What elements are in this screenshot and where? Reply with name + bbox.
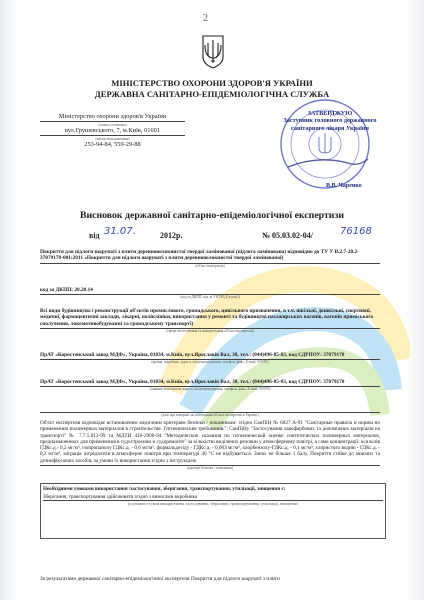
approval-block bbox=[275, 110, 385, 132]
product-text: Покриття для підлоги шаруваті з плити деревноволокнистої твердої ламінованої (підлога ламінована) відповідно до ТУ У В.2.7-20.2-37079170-001:2011 «Покриття для підлоги шаруваті з плити деревноволокнистої твердої ламінованої) bbox=[40, 249, 359, 262]
usage-text: Всі види будівництва і реконструкції об'єктів промислового, громадського, цивільного призначення, в т.ч. шкільні, дошкільні, спортивні, медичні, фармацевтичні заклади, лікарні, поліклініки, використання у ремонті та будівництві пасажирських вагонів, вагонів приміського сполучення, локомотивобудуванні та громадському транспорті) bbox=[40, 308, 374, 327]
dkpp-text: код за ДКПП: 20.20.14 bbox=[40, 287, 93, 293]
approval-signer: В.В. Чаренко bbox=[326, 183, 362, 189]
institution-block bbox=[40, 113, 185, 149]
contract-hint: (дані про контракт на постачання об'єкта експертизи в Україну) bbox=[40, 412, 380, 418]
usage-section bbox=[40, 308, 380, 334]
document-year: 2012р. bbox=[160, 231, 183, 240]
institution-address: вул.Грушевського, 7, м.Київ, 01601 bbox=[40, 127, 185, 136]
product-section bbox=[40, 249, 380, 269]
applicant-hint: (заявник експертизи, адреса, місцезнаходження, телефон, факс, E-mail, WWW) bbox=[40, 386, 380, 392]
applicant-text: ПрАТ «Коростенський завод МДФ», Україна, 01034, м.Київ, вул.Ярославів Вал, 38, тел.: (044)496-85-83, код ЄДРПОУ: 37079170 bbox=[40, 379, 345, 385]
dkpp-section bbox=[40, 287, 380, 300]
corner-mark: 2 bbox=[203, 13, 208, 24]
approval-position-line-2: санітарного лікаря України bbox=[291, 124, 369, 132]
conclusion-section bbox=[40, 420, 380, 471]
service-title: ДЕРЖАВНА САНІТАРНО-ЕПІДЕМІОЛОГІЧНА СЛУЖБА bbox=[94, 89, 330, 99]
applicant-section bbox=[40, 379, 380, 392]
conditions-label: Необхідними умовами використання /застосування, зберігання, транспортування, утилізації, знищення є: bbox=[43, 485, 286, 492]
ministry-title: МІНІСТЕРСТВО ОХОРОНИ ЗДОРОВ'Я УКРАЇНИ bbox=[111, 78, 313, 88]
handwritten-date: 31.07. bbox=[104, 226, 136, 237]
dkpp-hint: (код за ДКПП, код за УКТЗЕД (в разі)) bbox=[40, 294, 380, 300]
final-line: За результатами державної санітарно-епідеміологічної експертизи Покриття для підлоги шаруваті з плити bbox=[40, 576, 280, 582]
conditions-hint: (особливості умов використання, застосування, зберігання, транспортування, утилізації, знищення) bbox=[128, 500, 298, 506]
approval-title: ЗАТВЕРДЖУЮ bbox=[307, 110, 353, 117]
conclusion-hint: (критерії безпеки / показники) bbox=[40, 465, 380, 471]
trident-emblem-icon bbox=[201, 35, 225, 69]
conditions-box bbox=[40, 483, 386, 539]
product-hint: (об'єкт експертизи) bbox=[40, 263, 380, 269]
producer-text: ПрАТ «Коростенський завод МДФ», Україна, 01034, м.Київ, вул.Ярославів Вал, 38, тел.: (044)496-85-83, код ЄДРПОУ: 37079170 bbox=[40, 352, 345, 358]
date-prefix: від bbox=[89, 231, 100, 240]
conditions-text: Зберігання, транспортування здійснювати згідно з вимогами виробника bbox=[43, 494, 383, 501]
institution-name: Міністерство охорони здоров'я України bbox=[40, 113, 185, 122]
conclusion-text: Об'єкт експертизи відповідає встановленим медичним критеріям безпеки / показникам: згідно СанПіН № 6027 А-91 "Санітарные правила и нормы по применению полимерных материалов в строительстве. Гигиенические требования.", СанПіНу "Застосування лакофарбових та допоміжних матеріалів на транспорті" № 7.7.5.013-99 та МДТИ 410-2900-94 "Методические указания по гигиенической оценке синтетических полимерных материалов, предназначенных для применения в судостроении и судоремонте" за кількістю виділених речовин у атмосферному повітрі, а саме концентрації: ксилолів ГДКс.д.- 0,2 мг/м³, ізопропанолу ГДКс.д. - 0,6 мг/м³, формальдегіду - ГДКс.д. - 0,003 мг/м³, хлорбензолу-ГДКс.д. - 0,1 мг/м³, хлористого водню - ГДКс.д. - 0,2 мг/м³, міграція інгредієнтів в атмосферне повітря при температурі 40 °С не відбувається. Запах не більше 1 балу. Покриття стійке до миючих та дезинфікуючих засобів, за умови їх використання згідно з інструкцією bbox=[40, 420, 380, 464]
producer-hint: (країна, виробник, адреса, місцезнаходження, телефон, факс, E-mail, WWW) bbox=[40, 359, 380, 365]
institution-address-hint: (місцезнаходження) bbox=[95, 136, 130, 141]
institution-name-hint: (назва установи) bbox=[98, 122, 127, 127]
usage-hint: (сфера застосування та використання об'єкта експертизи) bbox=[40, 328, 380, 334]
handwritten-number: 76168 bbox=[340, 226, 372, 237]
contract-section bbox=[40, 406, 380, 418]
document-title: Висновок державної санітарно-епідеміологічної експертизи bbox=[79, 210, 345, 221]
document-number-prefix: № 05.03.02-04/ bbox=[262, 231, 313, 240]
producer-section bbox=[40, 352, 380, 365]
institution-phones: 253-94-84, 559-29-88 bbox=[84, 141, 141, 148]
approval-position-line-1: Заступник головного державного bbox=[283, 117, 377, 125]
